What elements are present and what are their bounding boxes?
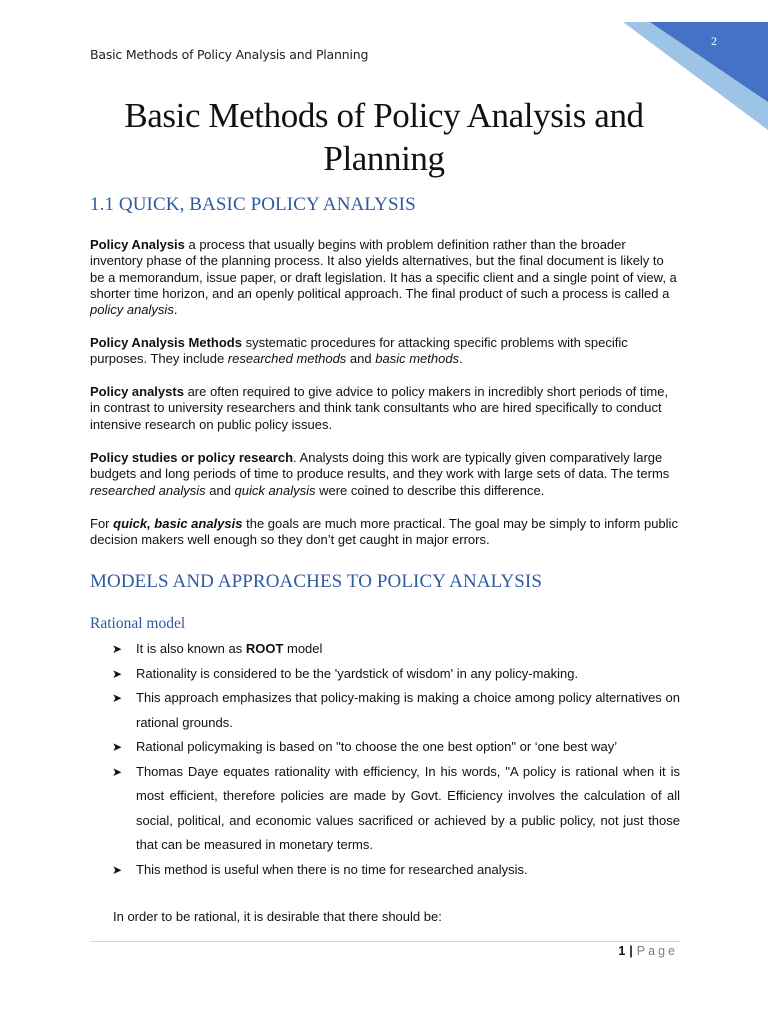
bullet-bold-text: ROOT bbox=[245, 641, 284, 656]
paragraph-text: the goals are much more practical. The goal may be simply to inform public decision makers well enough so they don’t get caught in major errors. bbox=[90, 516, 678, 548]
running-header-title: Basic Methods of Policy Analysis and Planning bbox=[90, 47, 369, 62]
footer-page-number: 1 bbox=[618, 944, 626, 958]
paragraph-text: are often required to give advice to policy makers in incredibly short periods of time, in contrast to university researchers and think tank consultants who are hired specifically to conduct intensive research on public policy issues. bbox=[90, 384, 669, 432]
emphasis-text: quick analysis bbox=[234, 482, 316, 498]
list-item bbox=[90, 858, 680, 883]
arrow-bullet-icon: ➤ bbox=[112, 862, 123, 877]
list-item bbox=[90, 637, 680, 662]
emphasis-text: policy analysis bbox=[90, 302, 174, 318]
arrow-bullet-icon: ➤ bbox=[112, 666, 123, 681]
bullet-text-end: model bbox=[283, 641, 323, 656]
bullet-text: Thomas Daye equates rationality with efficiency, In his words, "A policy is rational when it is most efficient, therefore policies are made by Govt. Efficiency involves the calculation of all social, political, and economic values sacrificed or achieved by a public policy, not just those that can be measured in monetary terms. bbox=[136, 763, 680, 852]
paragraph-text: and bbox=[205, 482, 235, 498]
paragraph-policy-analysis bbox=[90, 237, 680, 318]
bullet-text: Rationality is considered to be the 'yardstick of wisdom' in any policy-making. bbox=[136, 665, 579, 681]
document-title-line1: Basic Methods of Policy Analysis and bbox=[124, 96, 644, 135]
paragraph-end: . bbox=[173, 302, 178, 318]
paragraph-text: . Analysts doing this work are typically given comparatively large budgets and long periods of time to produce results, and they work with large sets of data. The terms bbox=[90, 450, 670, 482]
paragraph-quick-basic-analysis bbox=[90, 516, 680, 549]
paragraph-text: systematic procedures for attacking specific problems with specific purposes. They include bbox=[90, 335, 628, 367]
arrow-bullet-icon: ➤ bbox=[112, 740, 123, 754]
section-heading-quick-basic: 1.1 QUICK, BASIC POLICY ANALYSIS bbox=[90, 194, 416, 215]
bullet-text: This method is useful when there is no time for researched analysis. bbox=[136, 861, 528, 877]
arrow-bullet-icon: ➤ bbox=[112, 691, 123, 705]
subsection-heading-rational-model: Rational model bbox=[90, 615, 186, 632]
footer-separator: | bbox=[629, 944, 633, 958]
section-heading-models-approaches: MODELS AND APPROACHES TO POLICY ANALYSIS bbox=[90, 571, 543, 592]
rational-model-bullet-list bbox=[90, 637, 680, 882]
document-title-line2: Planning bbox=[323, 139, 445, 178]
paragraph-start: For bbox=[90, 516, 114, 531]
arrow-bullet-icon: ➤ bbox=[112, 764, 123, 779]
list-item bbox=[90, 735, 680, 760]
paragraph-text: a process that usually begins with problem definition rather than the broader inventory phase of the planning process. It also yields alternatives, but the final document is likely to be a memorandum, issue paper, or draft legislation. It has a specific client and a single point of view, a shorter time horizon, and an openly political approach. The final product of such a process is called a bbox=[90, 237, 677, 301]
list-item bbox=[90, 686, 680, 735]
bullet-text: This approach emphasizes that policy-making is making a choice among policy alternatives on rational grounds. bbox=[136, 690, 680, 730]
corner-page-number: 2 bbox=[711, 34, 717, 48]
paragraph-policy-studies bbox=[90, 450, 680, 499]
paragraph-policy-analysis-methods bbox=[90, 335, 680, 368]
page-footer bbox=[618, 944, 678, 958]
emphasis-text: basic methods bbox=[375, 351, 460, 367]
closing-line: In order to be rational, it is desirable that there should be: bbox=[113, 909, 442, 924]
footer-page-word: Page bbox=[636, 944, 678, 958]
document-title bbox=[60, 94, 708, 180]
term-policy-analysts: Policy analysts bbox=[90, 384, 184, 399]
list-item bbox=[90, 760, 680, 858]
emphasis-text: researched methods bbox=[227, 351, 347, 367]
paragraph-text: and bbox=[346, 351, 376, 367]
bullet-text: It is also known as bbox=[136, 641, 246, 656]
term-policy-analysis-methods: Policy Analysis Methods bbox=[90, 335, 242, 350]
list-item bbox=[90, 662, 680, 687]
paragraph-end: were coined to describe this difference. bbox=[315, 482, 545, 498]
paragraph-policy-analysts bbox=[90, 384, 680, 433]
bullet-text: Rational policymaking is based on "to choose the one best option" or ‘one best way’ bbox=[136, 739, 618, 754]
footer-divider bbox=[90, 941, 680, 942]
term-policy-studies: Policy studies or policy research bbox=[90, 450, 294, 465]
arrow-bullet-icon: ➤ bbox=[112, 642, 123, 656]
term-quick-basic-analysis: quick, basic analysis bbox=[113, 516, 243, 531]
term-policy-analysis: Policy Analysis bbox=[90, 237, 185, 252]
emphasis-text: researched analysis bbox=[90, 482, 206, 498]
paragraph-end: . bbox=[459, 351, 463, 367]
